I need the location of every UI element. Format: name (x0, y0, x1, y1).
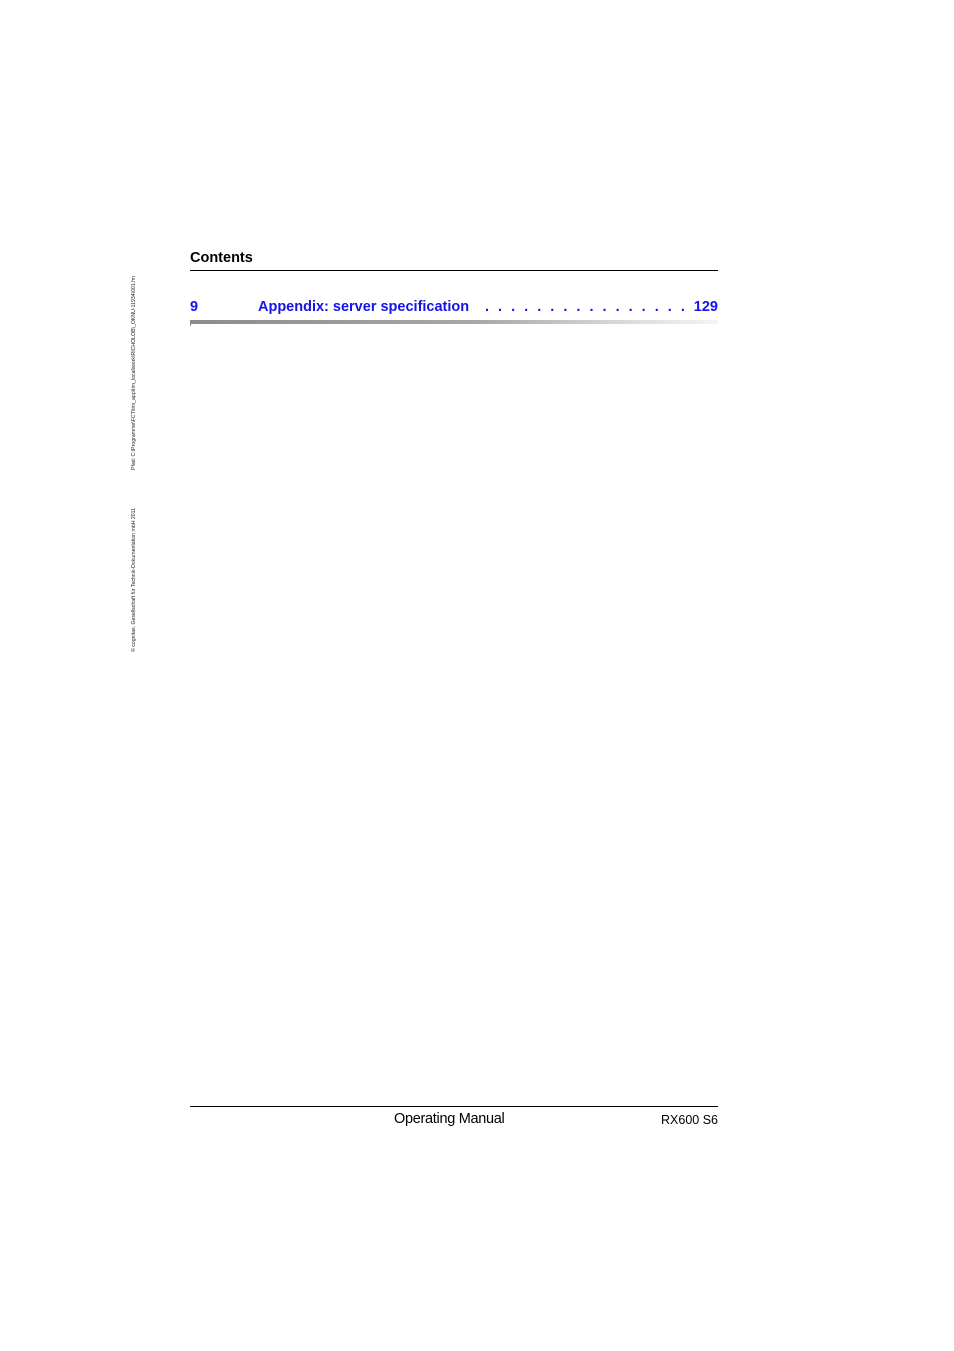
side-margin-note-text (128, 242, 140, 652)
toc-entry-page-number: 129 (693, 299, 718, 315)
copyright-notice: © cognitas. Gesellschaft für Technik-Dokumentation mbH 2011 (131, 507, 137, 652)
footer-divider (190, 1106, 718, 1107)
footer-manual-title: Operating Manual (394, 1111, 505, 1127)
side-margin-note (128, 242, 140, 652)
toc-gradient-divider (190, 320, 718, 324)
toc-divider-tick (190, 320, 191, 326)
toc-entry-number: 9 (190, 299, 199, 315)
toc-entry-title: Appendix: server specification (258, 299, 470, 315)
toc-dot-leader: . . . . . . . . . . . . . . . . (485, 299, 688, 315)
page-title: Contents (190, 250, 253, 266)
toc-entry-appendix[interactable] (190, 297, 718, 317)
footer-model-name: RX600 S6 (661, 1113, 718, 1127)
file-path-note: Pfad: C:\Programme\FCT\tim_app\tim_local\work\RICHOLOB\_OKNU-11934\001.fm (131, 276, 137, 470)
header-divider (190, 270, 718, 271)
